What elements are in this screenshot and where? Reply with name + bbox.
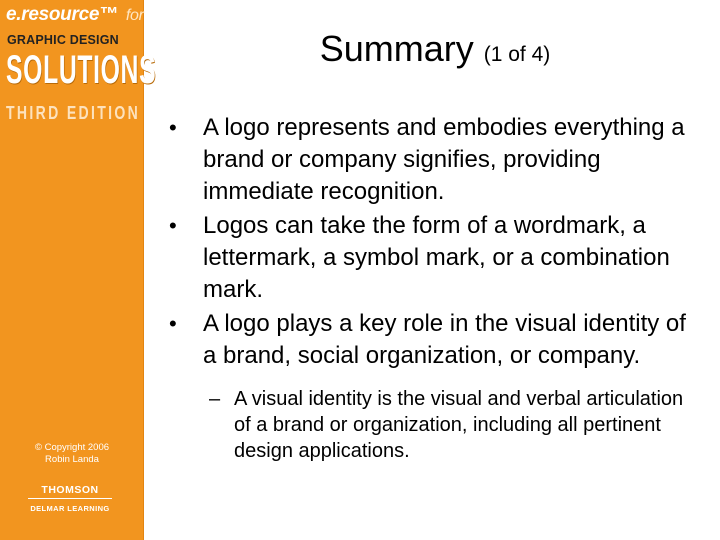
bullet-glyph: • (169, 213, 177, 238)
publisher-name: THOMSON (28, 484, 112, 499)
slide-title (150, 28, 720, 70)
brand-for-text: for (125, 7, 144, 24)
bullet-item (166, 112, 696, 208)
publisher-logo (14, 484, 126, 513)
bullet-text: A logo represents and embodies everything a brand or company signifies, providing immediate recognition. (203, 114, 685, 205)
brand-eresource-logo (6, 4, 144, 26)
bullet-text: Logos can take the form of a wordmark, a lettermark, a symbol mark, or a combination mark. (203, 212, 670, 303)
brand-solutions-text: SOLUTIONS (6, 48, 157, 92)
sub-bullet-text: A visual identity is the visual and verbal articulation of a brand or organization, including all pertinent design applications. (234, 388, 684, 462)
brand-edition-text: THIRD EDITION (6, 103, 141, 123)
bullet-item (166, 210, 696, 306)
bullet-glyph: • (169, 311, 177, 336)
slide-body (166, 112, 696, 464)
copyright-author: Robin Landa (45, 454, 99, 465)
copyright-notice (22, 442, 122, 466)
copyright-line: © Copyright 2006 (34, 442, 110, 453)
brand-graphic-design-text: GRAPHIC DESIGN (7, 33, 119, 47)
brand-sidebar (0, 0, 157, 540)
sub-bullet-dash: – (209, 388, 221, 410)
bullet-item (166, 308, 696, 372)
bullet-text: A logo plays a key role in the visual identity of a brand, social organization, or company. (203, 310, 686, 369)
bullet-glyph: • (169, 115, 177, 140)
publisher-sub-name: DELMAR LEARNING (30, 504, 110, 513)
brand-eresource-text: e.resource™ (6, 4, 118, 25)
sub-bullet-item (166, 386, 696, 464)
slide-title-counter: (1 of 4) (483, 43, 551, 66)
slide-title-main: Summary (319, 28, 474, 69)
